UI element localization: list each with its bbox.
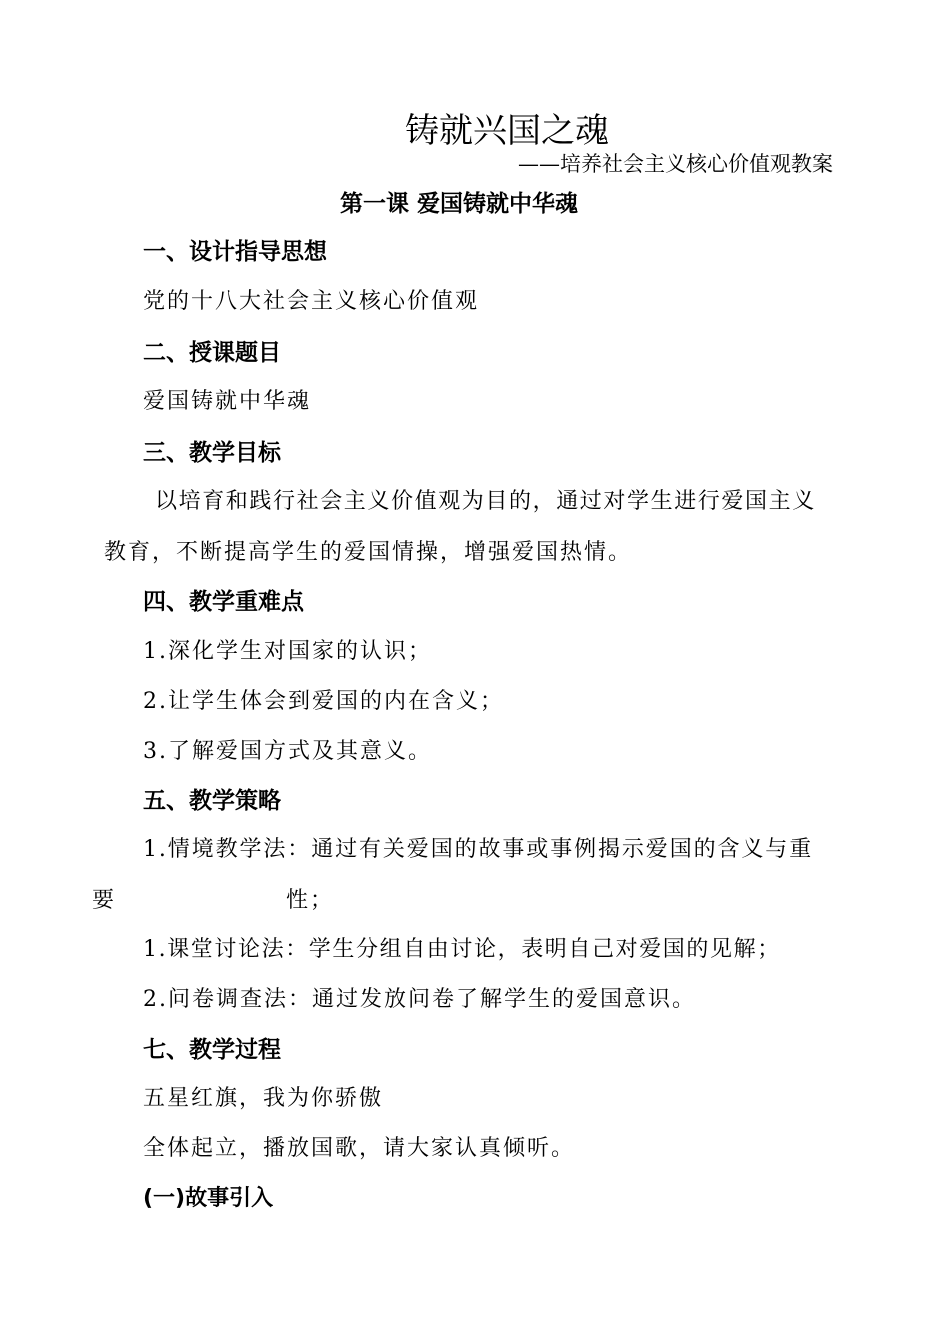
list-item: 2.让学生体会到爱国的内在含义； <box>143 689 504 714</box>
strategy-item-1-line1: 1.情境教学法：通过有关爱国的故事或事例揭示爱国的含义与重 <box>143 837 814 862</box>
section-text-2: 爱国铸就中华魂 <box>143 389 312 414</box>
section-heading-2: 二、授课题目 <box>143 340 281 366</box>
section-heading-5: 五、教学策略 <box>143 788 281 814</box>
section-text-3-line2: 教育，不断提高学生的爱国情操，增强爱国热情。 <box>104 540 633 565</box>
lesson-title: 第一课 爱国铸就中华魂 <box>340 191 579 217</box>
strategy-item-1-line2a: 要 <box>92 888 117 913</box>
strategy-item-2: 1.课堂讨论法：学生分组自由讨论，表明自己对爱国的见解； <box>143 937 781 962</box>
section-heading-1: 一、设计指导思想 <box>143 239 327 265</box>
strategy-item-1-line2b: 性； <box>286 888 335 913</box>
section-heading-7: 七、教学过程 <box>143 1037 281 1063</box>
strategy-item-3: 2.问卷调查法：通过发放问卷了解学生的爱国意识。 <box>143 987 696 1012</box>
section-heading-3: 三、教学目标 <box>143 440 281 466</box>
doc-title: 铸就兴国之魂 <box>405 111 609 151</box>
process-line-2: 全体起立，播放国歌，请大家认真倾听。 <box>143 1136 576 1161</box>
process-line-1: 五星红旗，我为你骄傲 <box>143 1086 384 1111</box>
list-item: 1.深化学生对国家的认识； <box>143 639 432 664</box>
section-text-1: 党的十八大社会主义核心价值观 <box>143 289 480 314</box>
section-text-3-line1: 以培育和践行社会主义价值观为目的，通过对学生进行爱国主义 <box>155 489 816 514</box>
subsection-heading-1: (一)故事引入 <box>143 1186 274 1211</box>
section-heading-4: 四、教学重难点 <box>143 589 304 615</box>
list-item: 3.了解爱国方式及其意义。 <box>143 739 432 764</box>
doc-subtitle: ——培养社会主义核心价值观教案 <box>518 152 833 176</box>
